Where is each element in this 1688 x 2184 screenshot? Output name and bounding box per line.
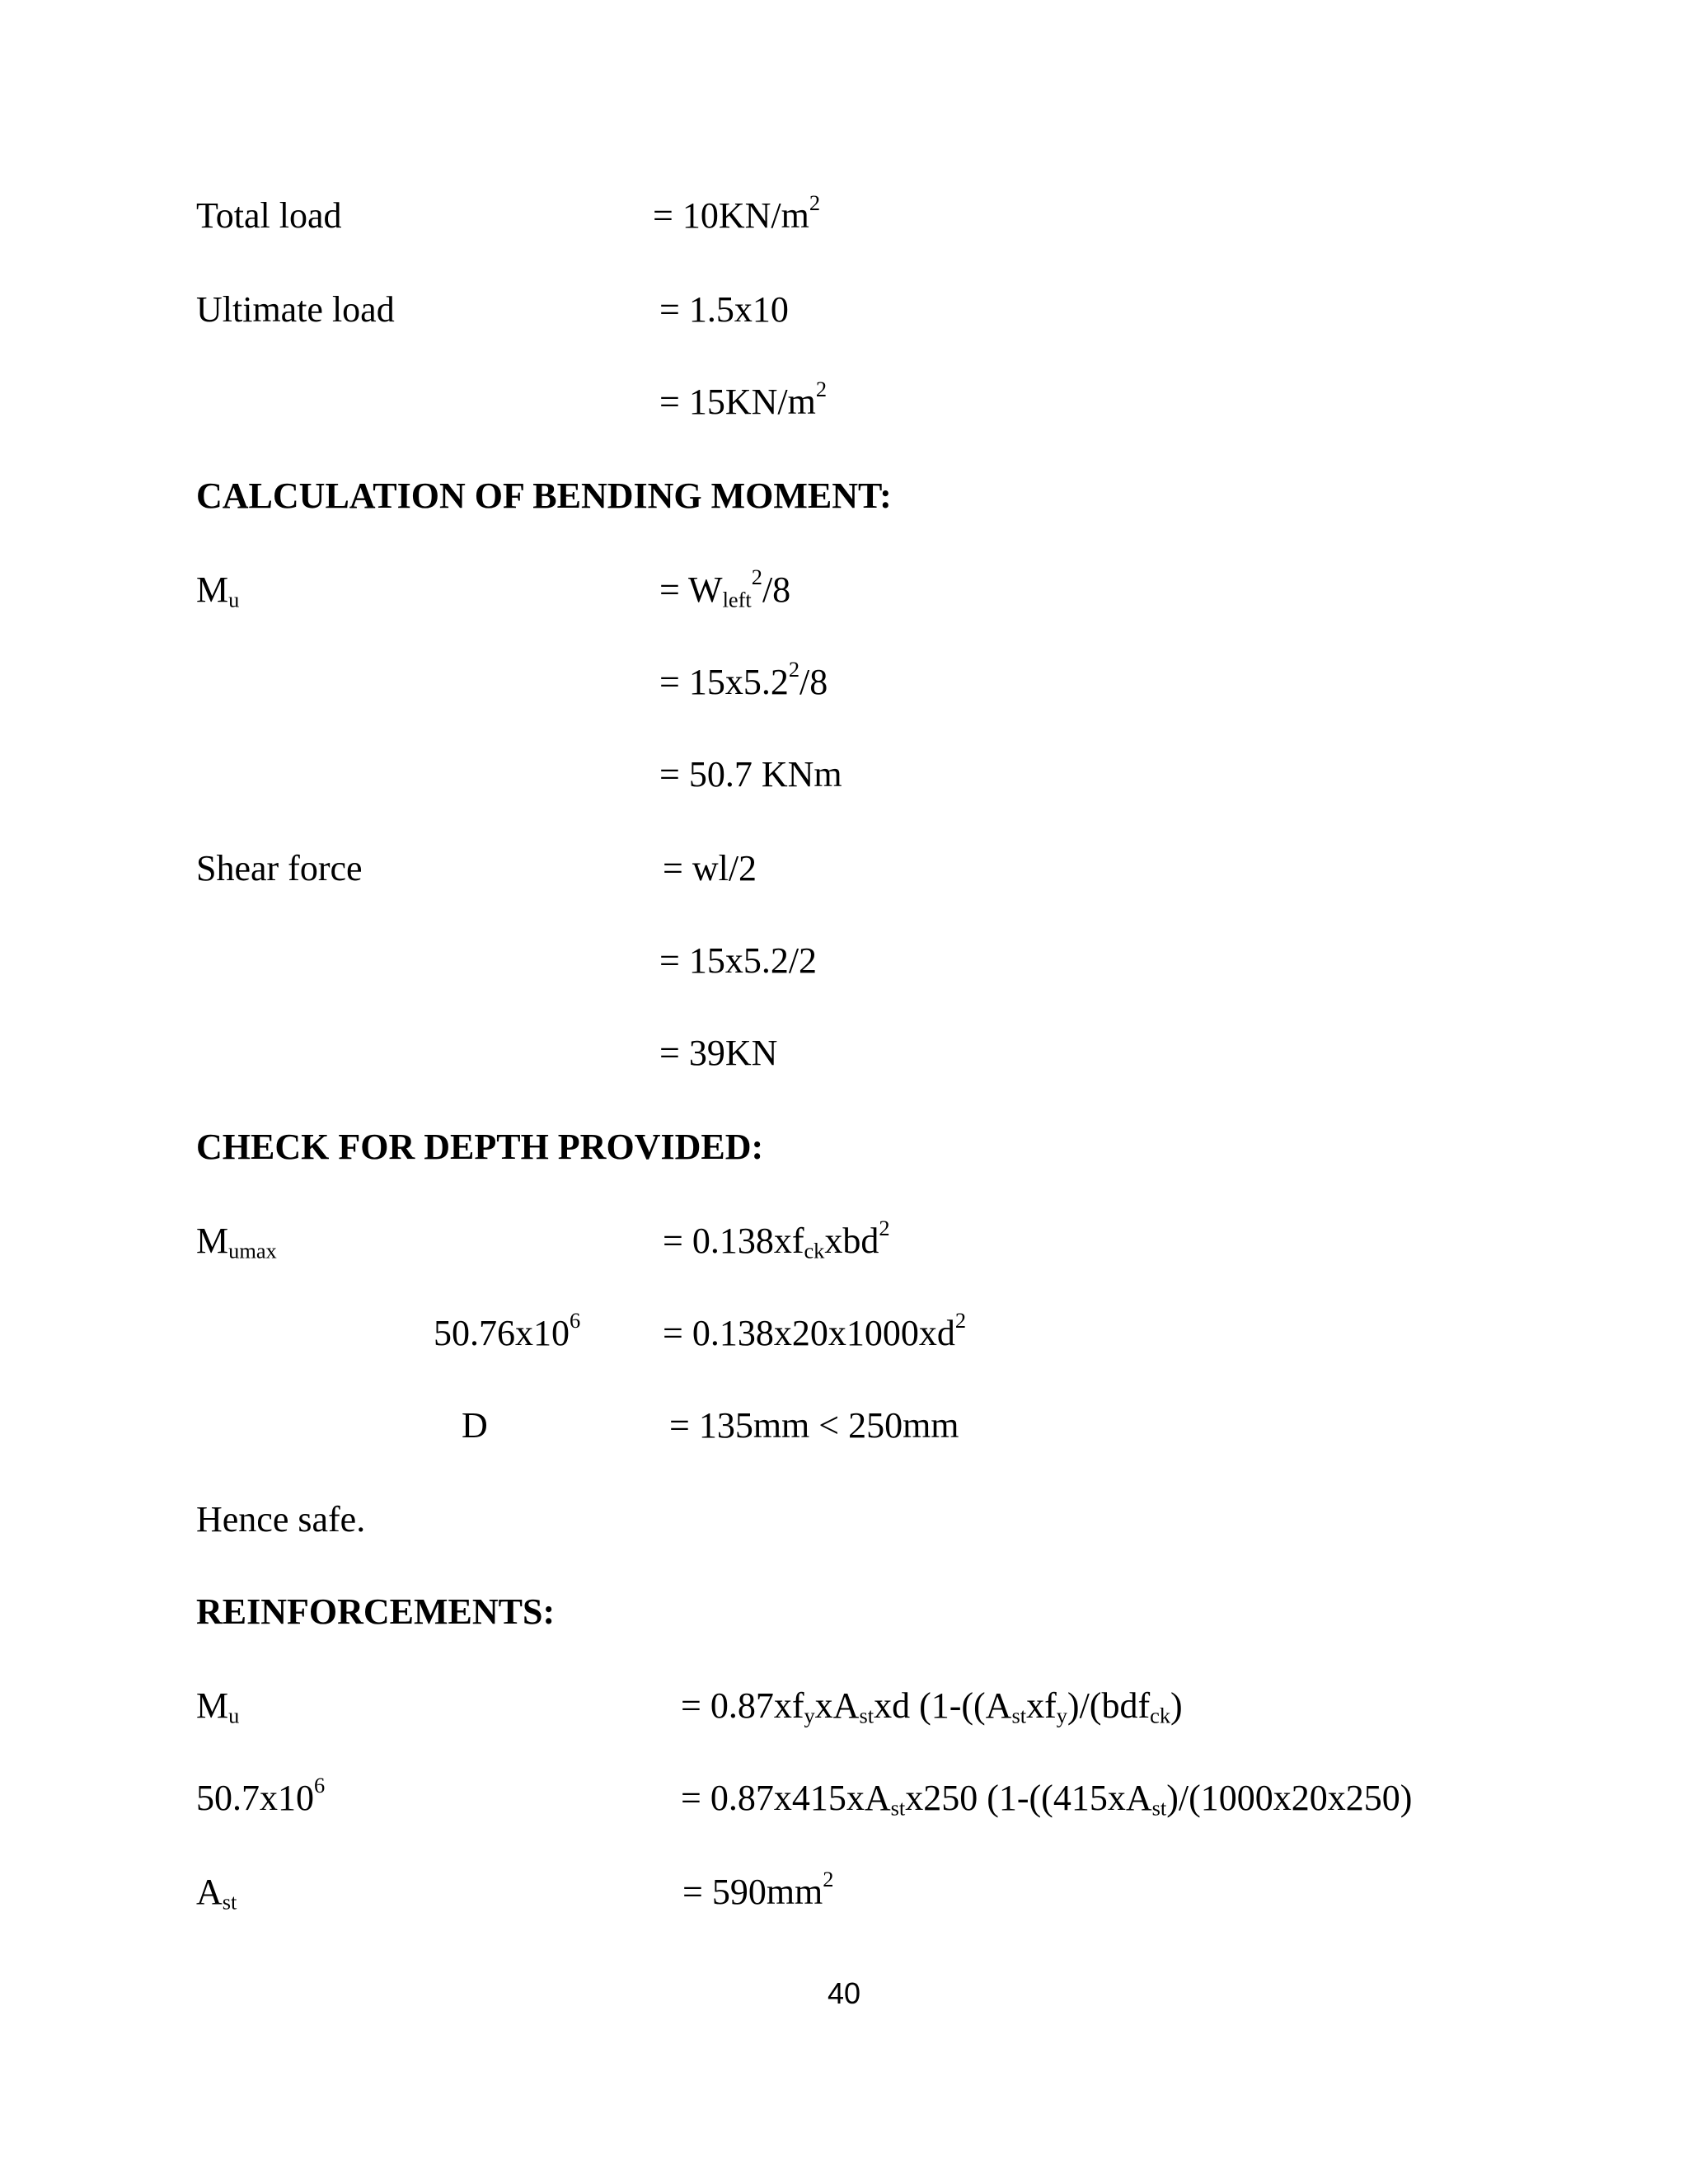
mu-result: = 50.7 KNm [659, 754, 842, 794]
total-load-value: = $10KN/m^2$ [653, 190, 821, 236]
depth-label: D [462, 1405, 488, 1446]
reinf-equation-substituted: = $0.87x415xA_{st}x250$ ($1-((415xA_{st})/(1000x20x250)$ [681, 1778, 1413, 1821]
reinf-mu-label: $M_u$ [196, 1685, 240, 1728]
shear-force-step2: = 15x5.2/2 [659, 940, 818, 981]
heading-bending-moment: CALCULATION OF BENDING MOMENT: [196, 476, 892, 516]
moment-value: $50.76x10^6$ [434, 1307, 581, 1353]
reinf-value-label: $50.7x10^6$ [196, 1772, 326, 1818]
page-number: 40 [827, 1976, 861, 2010]
ultimate-load-value: = 1.5x10 [659, 289, 789, 330]
shear-force-equation: = wl/2 [663, 848, 757, 888]
depth-result: = 135mm < 250mm [669, 1405, 959, 1446]
mu-label: $M_u$ [196, 569, 240, 612]
heading-check-depth: CHECK FOR DEPTH PROVIDED: [196, 1127, 764, 1167]
heading-reinforcements: REINFORCEMENTS: [196, 1591, 556, 1632]
mumax-label: $M_{umax}$ [196, 1221, 277, 1263]
hence-safe: Hence safe. [196, 1499, 366, 1540]
moment-equation: = $0.138x20x1000xd^2$ [663, 1307, 967, 1353]
reinf-equation: = $0.87xf_yxA_{st}xd$ ($1-((A_{st}xf_y)/(bdf_{ck})$ [681, 1685, 1183, 1728]
mu-equation: = $W_{left}^2/8$ [659, 564, 791, 612]
ast-result: = $590mm^2$ [682, 1866, 834, 1912]
mu-step2: = $15x5.2^2/8$ [659, 656, 828, 702]
ast-label: $A_{st}$ [196, 1872, 237, 1915]
ultimate-load-label: Ultimate load [196, 289, 395, 330]
ultimate-load-result: = $15KN/m^2$ [659, 376, 828, 422]
shear-force-label: Shear force [196, 848, 363, 888]
shear-force-result: = 39KN [659, 1033, 778, 1073]
mumax-equation: = $0.138xf_{ck}xbd^2$ [663, 1215, 890, 1263]
total-load-label: Total load [196, 195, 342, 236]
